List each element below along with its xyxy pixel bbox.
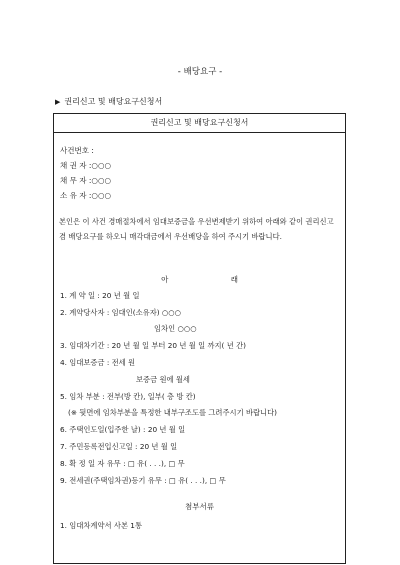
- page-heading: - 배당요구 -: [177, 67, 223, 77]
- item-lessee: 임차인 ○○○: [154, 324, 197, 333]
- item-note: (※ 뒷면에 임차부분을 특정한 내부구조도를 그려주시기 바랍니다): [68, 408, 277, 417]
- form-title: 권리신고 및 배당요구신청서: [54, 114, 345, 133]
- case-number: 사건번호 :: [60, 146, 94, 155]
- item-registration-date: 7. 주민등록전입신고일 : 20 년 월 일: [60, 442, 178, 451]
- item-lease-period: 3. 임대차기간 : 20 년 월 일 부터 20 년 월 일 까지( 년 간): [60, 341, 246, 350]
- section-title-text: 권리신고 및 배당요구신청서: [64, 97, 163, 106]
- item-fixed-date: 8. 확 정 일 자 유무 : □ 유( . . .), □ 무: [60, 459, 185, 468]
- item-parties: 2. 계약당사자 : 임대인(소유자) ○○○: [60, 308, 182, 317]
- attachments-heading: 첨부서류: [185, 502, 214, 511]
- item-lease-registration: 9. 전세권(주택임차권)등기 유무 : □ 유( . . .), □ 무: [60, 476, 226, 485]
- item-deposit: 4. 임대보증금 : 전세 원: [60, 358, 136, 367]
- creditor: 채 권 자 :○○○: [60, 161, 112, 170]
- attachment-item: 1. 임대차계약서 사본 1통: [60, 521, 143, 530]
- section-title: [55, 96, 162, 107]
- body-paragraph: 본인은 이 사건 경매절차에서 임대보증금을 우선변제받기 위하여 아래와 같이 권리신고 겸 배당요구를 하오니 매각대금에서 우선배당을 하여 주시기 바랍니다.: [59, 217, 334, 241]
- bullet-triangle-icon: ▶: [55, 98, 61, 106]
- below-heading: 아 래: [161, 275, 238, 284]
- item-leased-part: 5. 임차 부분 : 전부(방 칸), 일부( 층 방 칸): [60, 392, 196, 401]
- application-form: [53, 113, 346, 564]
- item-contract-date: 1. 계 약 일 : 20 년 월 일: [60, 291, 140, 300]
- item-deposit-monthly: 보증금 원에 월세: [136, 375, 190, 384]
- debtor: 채 무 자 :○○○: [60, 176, 112, 185]
- owner: 소 유 자 :○○○: [60, 191, 112, 200]
- item-move-in-date: 6. 주택인도일(입주한 날) : 20 년 월 일: [60, 425, 186, 434]
